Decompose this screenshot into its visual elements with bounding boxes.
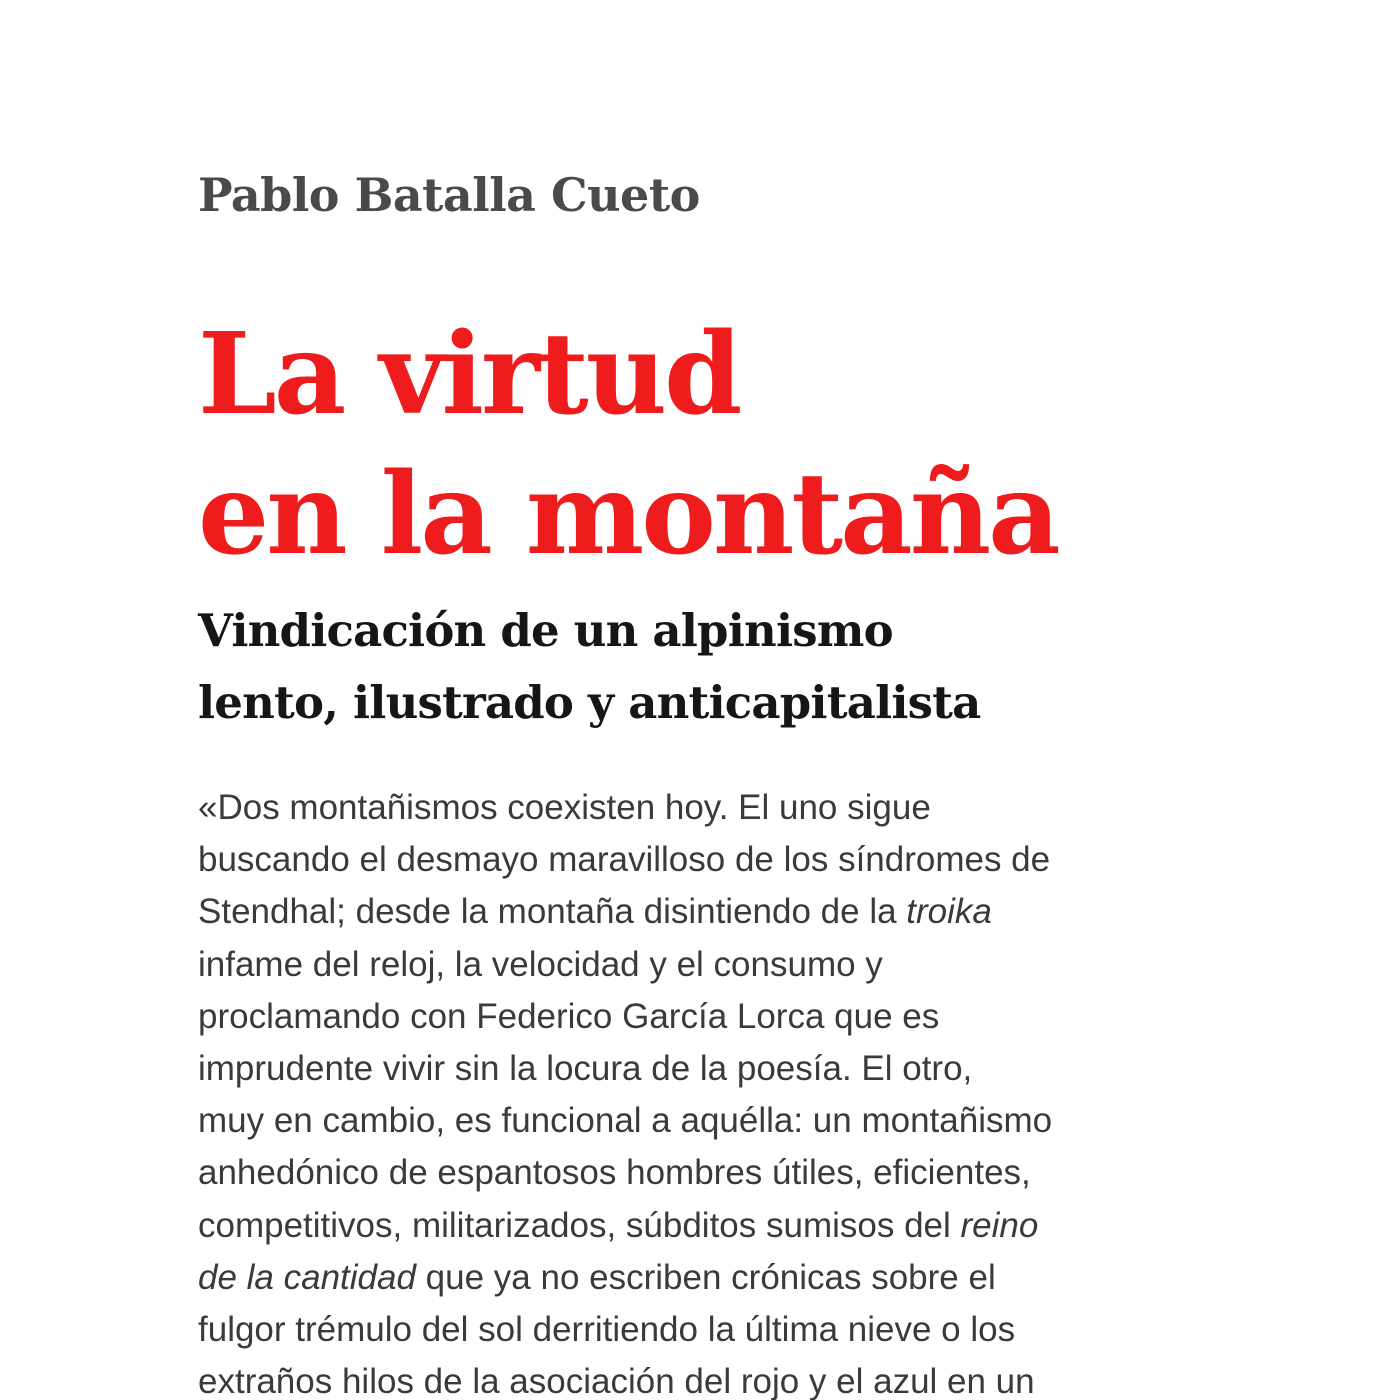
blurb-line: proclamando con Federico García Lorca que es [198,996,940,1036]
blurb-line: imprudente vivir sin la locura de la poesía. El otro, [198,1049,973,1089]
blurb-line [198,1200,1052,1252]
blurb-text: Stendhal; desde la montaña disintiendo de la [198,892,907,932]
blurb-text: que ya no escriben crónicas sobre el [415,1257,996,1297]
blurb-line: extraños hilos de la asociación del rojo y el azul en un [198,1362,1035,1400]
book-title-line-1: La virtud [198,309,740,440]
author-name: Pablo Batalla Cueto [198,168,700,222]
blurb-text: competitivos, militarizados, súbditos sumisos del [198,1205,961,1245]
book-subtitle-line-2: lento, ilustrado y anticapitalista [198,676,981,729]
book-subtitle [198,595,981,739]
book-subtitle-line-1: Vindicación de un alpinismo [198,604,893,657]
blurb-line: anhedónico de espantosos hombres útiles, eficientes, [198,1153,1031,1193]
blurb-italic-text: troika [906,892,992,932]
blurb-line [198,1252,1052,1304]
book-title-line-2: en la montaña [198,449,1058,580]
blurb-line: buscando el desmayo maravilloso de los síndromes de [198,840,1051,880]
blurb-italic-text: de la cantidad [198,1257,416,1297]
blurb-quote [198,782,1052,1400]
blurb-line: «Dos montañismos coexisten hoy. El uno sigue [198,788,931,827]
blurb-line: fulgor trémulo del sol derritiendo la última nieve o los [198,1310,1016,1350]
blurb-line [198,886,1052,938]
blurb-line: muy en cambio, es funcional a aquélla: un montañismo [198,1101,1053,1141]
book-title [198,305,1058,585]
blurb-line: infame del reloj, la velocidad y el consumo y [198,944,883,984]
blurb-italic-text: reino [960,1205,1039,1245]
